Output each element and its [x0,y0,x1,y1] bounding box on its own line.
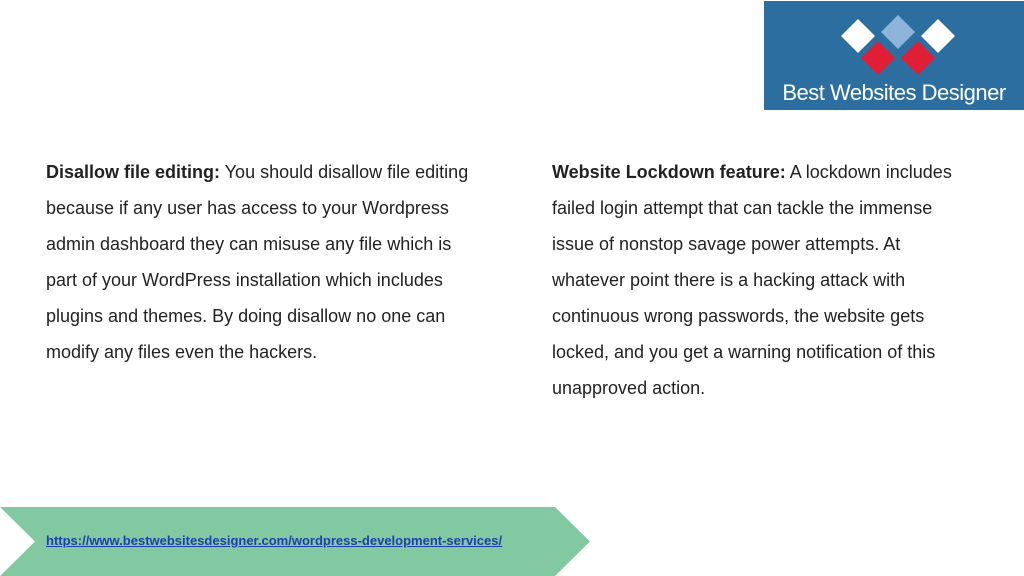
diamond-blue-icon [881,15,915,49]
section-body: You should disallow file editing because if any user has access to your Wordpress admin dashboard they can misuse any file which is part of your WordPress installation which includes plugins and themes. By doing disallow no one can modify any files even the hackers. [46,162,469,362]
logo-text: Best Websites Designer [782,80,1006,105]
section-body: A lockdown includes failed login attempt that can tackle the immense issue of nonstop savage power attempts. At whatever point there is a hacking attack with continuous wrong passwords, the website gets locked, and you get a warning notification of this unapproved action. [552,162,952,398]
diamond-red-right-icon [901,41,935,75]
section-heading: Website Lockdown feature: [552,162,786,182]
section-heading: Disallow file editing: [46,162,221,182]
website-lockdown-section [552,154,972,406]
diamond-white-right-icon [921,19,955,53]
footer-banner [0,507,592,576]
diamond-red-left-icon [861,41,895,75]
diamond-white-left-icon [841,19,875,53]
website-link[interactable]: https://www.bestwebsitesdesigner.com/wordpress-development-services/ [46,533,503,548]
disallow-file-editing-section [46,154,486,370]
diamonds-logo-icon [764,1,1024,81]
brand-logo [764,1,1024,110]
